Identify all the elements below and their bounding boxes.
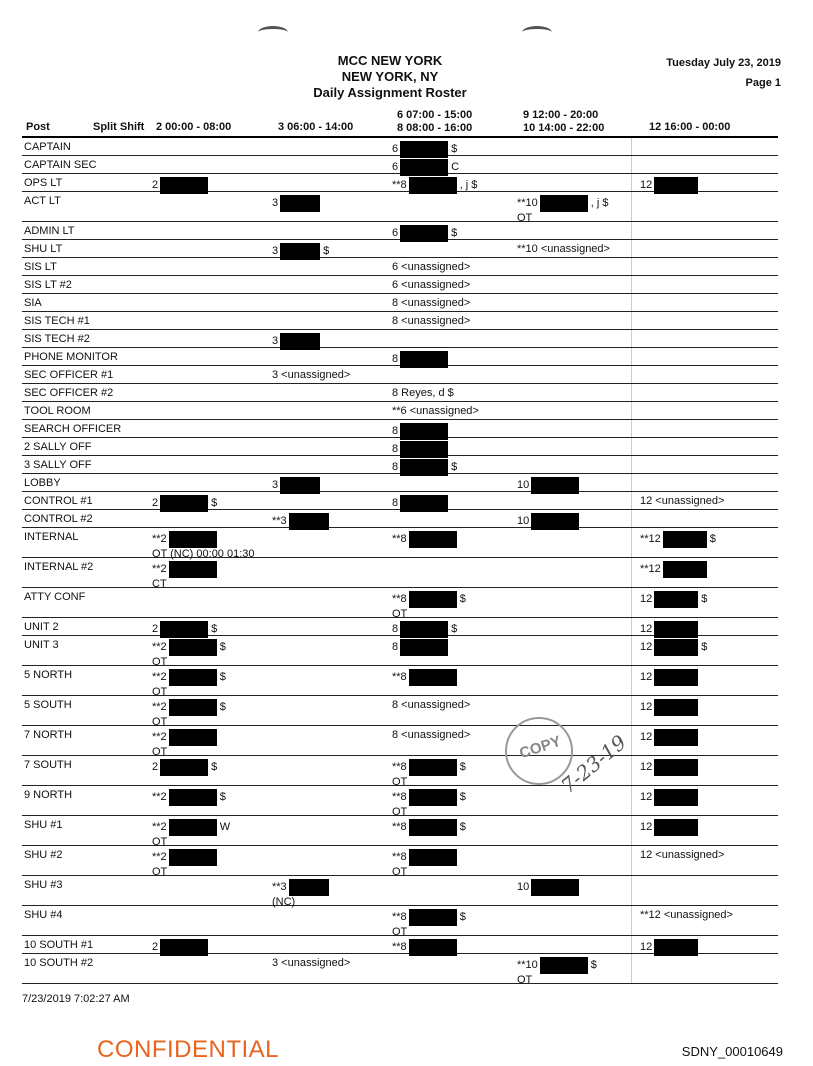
redaction-bar [169,639,217,656]
shift-cell-c12 [640,495,724,507]
copy-stamp-text: COPY [517,732,564,763]
shift-suffix: W [219,821,231,834]
post-name: SIA [24,297,42,309]
table-row [22,528,778,558]
date-block [666,53,781,93]
shift-suffix: $ [211,761,218,774]
post-name: 7 SOUTH [24,759,72,771]
redaction-bar [169,729,217,746]
col-header-split: Split Shift [93,121,145,133]
post-name: 7 NORTH [24,729,73,741]
post-name: ADMIN LT [24,225,75,237]
table-row [22,636,778,666]
shift-code: **2 [152,641,167,654]
shift-code: **2 [152,563,167,576]
shift-suffix: , j $ [459,179,478,192]
post-name: LOBBY [24,477,61,489]
table-row [22,384,778,402]
shift-code: 3 <unassigned> [272,957,351,969]
redaction-bar [409,591,457,608]
table-row [22,276,778,294]
shift-cell-c68 [392,699,470,711]
shift-note: OT [152,686,168,698]
col-header-shift-3: 3 06:00 - 14:00 [278,121,354,133]
shift-cell-c910 [517,243,610,255]
shift-note: OT [152,716,168,728]
shift-cell-c910 [517,957,597,986]
shift-cell-c12 [640,789,698,806]
shift-note: OT [392,926,408,938]
shift-code: **10 [517,959,538,972]
shift-code: **3 [272,881,287,894]
shift-code: **10 <unassigned> [517,243,610,255]
shift-cell-c12 [640,561,707,578]
shift-code: 2 [152,179,159,192]
shift-suffix: $ [451,461,458,474]
redaction-bar [654,669,698,686]
redaction-bar [160,759,208,776]
shift-code: 8 <unassigned> [392,729,471,741]
shift-code: **6 <unassigned> [392,405,479,417]
post-name: SHU LT [24,243,63,255]
table-row [22,348,778,366]
post-name: ATTY CONF [24,591,86,603]
table-row [22,558,778,588]
shift-code: 12 [640,623,653,636]
shift-suffix: $ [709,533,716,546]
shift-code: 6 [392,143,399,156]
shift-suffix: $ [451,623,458,636]
shift-suffix: $ [219,671,226,684]
post-name: SIS LT [24,261,57,273]
post-name: SHU #1 [24,819,63,831]
table-row [22,420,778,438]
shift-code: 12 [640,761,653,774]
col-header-shift-2: 2 00:00 - 08:00 [156,121,232,133]
shift-code: 8 <unassigned> [392,315,471,327]
table-row [22,138,778,156]
punch-hole-mark [258,26,288,39]
shift-suffix: $ [219,701,226,714]
shift-cell-c68 [392,405,479,417]
post-name: 5 NORTH [24,669,73,681]
shift-suffix: $ [219,641,226,654]
print-timestamp: 7/23/2019 7:02:27 AM [22,993,130,1005]
title-line-2: NEW YORK, NY [341,69,439,84]
post-name: SIS TECH #1 [24,315,90,327]
handwritten-initials: 7-23-19 [556,730,631,798]
shift-note: OT [517,974,533,986]
shift-cell-c2 [152,819,230,848]
shift-code: **2 [152,791,167,804]
table-row [22,786,778,816]
shift-code: 10 [517,881,530,894]
post-name: INTERNAL #2 [24,561,94,573]
shift-cell-c12 [640,669,698,686]
shift-note: OT [392,866,408,878]
shift-code: 6 <unassigned> [392,261,471,273]
shift-note: (NC) [272,896,296,908]
shift-code: 12 <unassigned> [640,495,725,507]
post-name: 3 SALLY OFF [24,459,92,471]
shift-cell-c68 [392,759,466,788]
redaction-bar [169,819,217,836]
post-name: PHONE MONITOR [24,351,118,363]
redaction-bar [409,531,457,548]
shift-code: 8 <unassigned> [392,699,471,711]
shift-code: 12 <unassigned> [640,849,725,861]
redaction-bar [169,699,217,716]
shift-code: 8 [392,623,399,636]
shift-note: OT [152,836,168,848]
shift-code: 3 <unassigned> [272,369,351,381]
shift-suffix: $ [459,593,466,606]
col-header-shift-6-8: 6 07:00 - 15:00 8 08:00 - 16:00 [397,109,473,134]
redaction-bar [409,849,457,866]
shift-code: **8 [392,911,407,924]
shift-cell-c2 [152,531,255,560]
shift-cell-c2 [152,789,226,806]
shift-cell-c68 [392,789,466,818]
shift-cell-c2 [152,639,226,668]
shift-code: 8 [392,497,399,510]
roster-title [0,53,780,101]
table-row [22,906,778,936]
shift-cell-c68 [392,669,457,686]
shift-suffix: $ [459,911,466,924]
shift-code: **8 [392,851,407,864]
shift-suffix: C [451,161,460,174]
shift-cell-c3 [272,957,350,969]
shift-cell-c68 [392,279,470,291]
page-number: Page 1 [745,77,781,89]
redaction-bar [169,561,217,578]
shift-code: 6 <unassigned> [392,279,471,291]
col-header-shift-9-10: 9 12:00 - 20:00 10 14:00 - 22:00 [523,109,605,134]
redaction-bar [540,195,588,212]
redaction-bar [663,561,707,578]
post-name: 10 SOUTH #2 [24,957,94,969]
shift-suffix: $ [211,497,218,510]
redaction-bar [409,819,457,836]
shift-code: 8 [392,443,399,456]
shift-code: 10 [517,515,530,528]
shift-cell-c68 [392,729,470,741]
post-name: SEC OFFICER #2 [24,387,114,399]
shift-note: OT [392,776,408,788]
redaction-bar [663,531,707,548]
post-name: SHU #3 [24,879,63,891]
title-line-1: MCC NEW YORK [337,53,443,68]
table-row [22,174,778,192]
shift-code: 2 [152,623,159,636]
table-row [22,294,778,312]
table-row [22,366,778,384]
redaction-bar [409,759,457,776]
redaction-bar [654,819,698,836]
table-row [22,474,778,492]
shift-cell-c2 [152,561,217,590]
post-name: 5 SOUTH [24,699,72,711]
shift-cell-c68 [392,261,470,273]
shift-code: 12 [640,731,653,744]
post-name: CONTROL #1 [24,495,93,507]
shift-cell-c3 [272,879,329,908]
post-name: OPS LT [24,177,63,189]
table-row [22,402,778,420]
post-name: SHU #4 [24,909,63,921]
post-name: CAPTAIN SEC [24,159,97,171]
shift-code: 2 [152,941,159,954]
shift-cell-c68 [392,909,466,938]
shift-code: **2 [152,671,167,684]
shift-code: 6 [392,161,399,174]
shift-code: **2 [152,851,167,864]
redaction-bar [654,789,698,806]
shift-cell-c68 [392,531,457,548]
shift-code: 8 [392,353,399,366]
redaction-bar [280,195,320,212]
redaction-bar [540,957,588,974]
post-name: ACT LT [24,195,61,207]
shift-code: 8 [392,425,399,438]
shift-cell-c3 [272,369,350,381]
table-row [22,438,778,456]
shift-code: 3 [272,245,279,258]
shift-cell-c68 [392,849,457,878]
shift-note: OT [392,608,408,620]
redaction-bar [654,639,698,656]
table-row [22,222,778,240]
shift-cell-c12 [640,819,698,836]
shift-code: 12 [640,701,653,714]
shift-note: OT [517,212,533,224]
shift-code: **2 [152,821,167,834]
shift-cell-c12 [640,759,698,776]
shift-note: OT [152,746,168,758]
redaction-bar [409,669,457,686]
shift-code: **2 [152,533,167,546]
shift-cell-c12 [640,849,724,861]
shift-suffix: $ [451,227,458,240]
shift-code: 8 [392,461,399,474]
table-row [22,456,778,474]
shift-code: 12 [640,179,653,192]
table-row [22,816,778,846]
shift-note: OT [152,866,168,878]
shift-cell-c2 [152,669,226,698]
redaction-bar [169,531,217,548]
shift-suffix: $ [459,761,466,774]
post-name: TOOL ROOM [24,405,91,417]
post-name: SEC OFFICER #1 [24,369,114,381]
shift-suffix: $ [459,821,466,834]
shift-code: 12 [640,791,653,804]
table-row [22,192,778,222]
shift-code: **8 [392,593,407,606]
shift-code: 12 [640,671,653,684]
shift-suffix: $ [323,245,330,258]
shift-code: **10 [517,197,538,210]
shift-code: **2 [152,731,167,744]
confidential-label: CONFIDENTIAL [97,1036,280,1063]
shift-code: 2 [152,761,159,774]
post-name: CAPTAIN [24,141,71,153]
table-row [22,954,778,984]
table-row [22,846,778,876]
shift-code: **8 [392,671,407,684]
shift-cell-c68 [392,387,454,399]
post-name: 9 NORTH [24,789,73,801]
shift-code: 8 [392,641,399,654]
shift-cell-c12 [640,909,733,921]
shift-cell-c910 [517,195,609,224]
post-name: UNIT 3 [24,639,59,651]
shift-cell-c68 [392,639,448,656]
shift-note: OT (NC) 00:00 01:30 [152,548,255,560]
table-row [22,876,778,906]
shift-code: 12 [640,641,653,654]
redaction-bar [169,669,217,686]
shift-code: 12 [640,821,653,834]
shift-cell-c12 [640,591,707,608]
shift-cell-c2 [152,729,217,758]
post-name: UNIT 2 [24,621,59,633]
post-name: INTERNAL [24,531,79,543]
table-row [22,156,778,174]
redaction-bar [409,789,457,806]
shift-cell-c3 [272,195,320,212]
shift-code: 12 [640,941,653,954]
shift-cell-c2 [152,699,226,728]
redaction-bar [654,591,698,608]
shift-code: **12 [640,563,661,576]
shift-code: 12 [640,593,653,606]
table-row [22,258,778,276]
table-row [22,696,778,726]
punch-hole-mark [522,26,552,39]
roster-date: Tuesday July 23, 2019 [666,57,781,69]
table-row [22,666,778,696]
shift-code: **8 [392,179,407,192]
shift-code: **8 [392,533,407,546]
shift-code: 2 [152,497,159,510]
shift-cell-c68 [392,297,470,309]
shift-suffix: $ [451,143,458,156]
shift-code: 6 [392,227,399,240]
redaction-bar [654,729,698,746]
shift-cell-c2 [152,849,217,878]
redaction-bar [169,789,217,806]
redaction-bar [409,909,457,926]
shift-note: OT [152,656,168,668]
redaction-bar [654,759,698,776]
shift-cell-c12 [640,729,698,746]
shift-suffix: $ [459,791,466,804]
table-row [22,618,778,636]
shift-suffix: $ [701,593,708,606]
shift-code: **8 [392,821,407,834]
redaction-bar [169,849,217,866]
shift-code: **2 [152,701,167,714]
shift-code: 10 [517,479,530,492]
shift-suffix: $ [211,623,218,636]
table-row [22,492,778,510]
redaction-bar [400,639,448,656]
post-name: SHU #2 [24,849,63,861]
table-row [22,756,778,786]
table-row [22,240,778,258]
shift-suffix: , j $ [590,197,609,210]
shift-code: **12 [640,533,661,546]
shift-code: **8 [392,761,407,774]
shift-cell-c68 [392,315,470,327]
shift-suffix: $ [219,791,226,804]
col-header-post: Post [26,121,50,133]
post-name: SEARCH OFFICER [24,423,122,435]
shift-note: CT [152,578,167,590]
table-row [22,312,778,330]
post-name: SIS TECH #2 [24,333,90,345]
shift-code: **3 [272,515,287,528]
shift-code: 3 [272,479,279,492]
shift-cell-c12 [640,699,698,716]
table-row [22,588,778,618]
shift-code: 8 <unassigned> [392,297,471,309]
shift-cell-c68 [392,591,466,620]
bates-number: SDNY_00010649 [681,1044,783,1059]
shift-cell-c12 [640,531,716,548]
shift-cell-c68 [392,819,466,836]
post-name: 10 SOUTH #1 [24,939,94,951]
post-name: SIS LT #2 [24,279,72,291]
shift-code: **12 <unassigned> [640,909,733,921]
shift-code: 3 [272,335,279,348]
redaction-bar [531,879,579,896]
table-row [22,330,778,348]
table-row [22,726,778,756]
title-line-3: Daily Assignment Roster [313,85,467,100]
table-row [22,936,778,954]
post-name: CONTROL #2 [24,513,93,525]
shift-note: OT [392,806,408,818]
table-row [22,510,778,528]
shift-cell-c2 [152,759,217,776]
redaction-bar [654,699,698,716]
shift-cell-c12 [640,639,707,656]
shift-suffix: $ [701,641,708,654]
col-header-shift-12: 12 16:00 - 00:00 [649,121,731,133]
shift-code: 3 [272,197,279,210]
shift-code: 8 Reyes, d $ [392,387,454,399]
shift-cell-c910 [517,879,579,896]
shift-suffix: $ [590,959,597,972]
shift-code: **8 [392,941,407,954]
post-name: 2 SALLY OFF [24,441,92,453]
shift-code: **8 [392,791,407,804]
redaction-bar [289,879,329,896]
